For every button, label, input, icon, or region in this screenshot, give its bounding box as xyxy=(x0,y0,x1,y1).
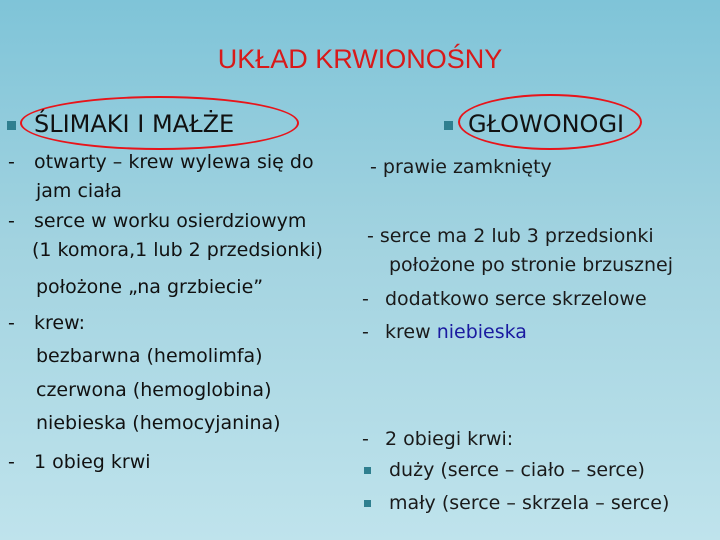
right-line-6-bullet: - xyxy=(362,428,369,450)
left-line-3: serce w worku osierdziowym xyxy=(34,210,307,232)
right-line-5-highlight: niebieska xyxy=(436,321,527,343)
right-line-7-bullet-icon xyxy=(364,467,371,474)
right-line-4: dodatkowo serce skrzelowe xyxy=(385,288,647,310)
right-line-5 xyxy=(385,320,527,344)
left-line-8: czerwona (hemoglobina) xyxy=(36,379,272,401)
left-line-1: otwarty – krew wylewa się do xyxy=(34,151,314,173)
right-line-2: - serce ma 2 lub 3 przedsionki xyxy=(367,225,654,247)
right-line-8: mały (serce – skrzela – serce) xyxy=(389,492,670,514)
right-line-3: położone po stronie brzusznej xyxy=(389,254,673,276)
left-line-6-bullet: - xyxy=(8,312,15,334)
right-line-5-text: krew xyxy=(385,321,431,343)
right-line-8-bullet-icon xyxy=(364,500,371,507)
left-line-6: krew: xyxy=(34,312,85,334)
right-header: GŁOWONOGI xyxy=(468,110,625,138)
left-line-3-bullet: - xyxy=(8,210,15,232)
right-line-1: - prawie zamknięty xyxy=(370,156,552,178)
left-line-5: położone „na grzbiecie” xyxy=(36,276,264,298)
left-line-4: (1 komora,1 lub 2 przedsionki) xyxy=(32,239,323,261)
left-header-bullet-icon xyxy=(7,121,16,130)
right-line-6: 2 obiegi krwi: xyxy=(385,428,514,450)
right-line-4-bullet: - xyxy=(362,288,369,310)
left-header: ŚLIMAKI I MAŁŻE xyxy=(34,110,235,138)
right-line-7: duży (serce – ciało – serce) xyxy=(389,459,645,481)
left-line-1-bullet: - xyxy=(8,151,15,173)
right-line-5-bullet: - xyxy=(362,321,369,343)
left-line-7: bezbarwna (hemolimfa) xyxy=(36,345,263,367)
slide-title: UKŁAD KRWIONOŚNY xyxy=(217,44,503,74)
left-line-9: niebieska (hemocyjanina) xyxy=(36,412,281,434)
left-line-10-bullet: - xyxy=(8,451,15,473)
right-header-bullet-icon xyxy=(444,121,453,130)
left-line-10: 1 obieg krwi xyxy=(34,451,151,473)
left-line-2: jam ciała xyxy=(36,180,122,202)
